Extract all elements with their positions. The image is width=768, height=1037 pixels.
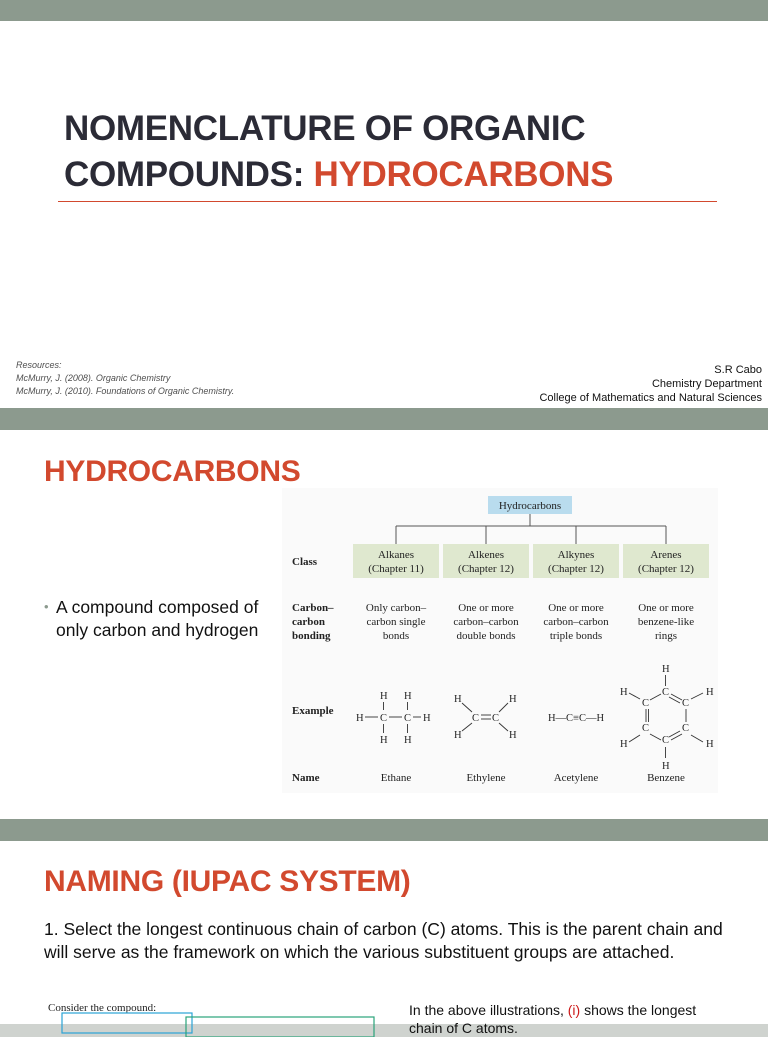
svg-text:C: C xyxy=(642,723,650,734)
svg-text:H: H xyxy=(620,739,628,750)
compound-name: Acetylene xyxy=(553,772,599,784)
bullet-dot-icon: • xyxy=(44,599,49,614)
title-prefix: COMPOUNDS: xyxy=(64,155,314,194)
compound-name: Benzene xyxy=(647,772,685,784)
svg-text:H: H xyxy=(706,687,714,698)
row-label-example: Example xyxy=(292,705,334,717)
slide-top-bar xyxy=(0,408,768,430)
title-rule xyxy=(58,201,717,202)
resource-ref: McMurry, J. (2010). Foundations of Organic Chemistry. xyxy=(16,386,235,396)
svg-text:C: C xyxy=(662,687,670,698)
svg-text:H: H xyxy=(454,730,462,741)
class-name: Alkenes xyxy=(467,549,505,561)
row-label-name: Name xyxy=(292,772,320,784)
slide-top-bar xyxy=(0,819,768,841)
ethylene-structure xyxy=(454,694,517,741)
class-name: Arenes xyxy=(650,549,682,561)
class-chapter: (Chapter 11) xyxy=(368,563,424,575)
class-chapter: (Chapter 12) xyxy=(458,563,514,575)
resources-block xyxy=(16,359,234,398)
ethane-structure xyxy=(356,691,431,746)
resources-label: Resources: xyxy=(16,360,62,370)
illustration-note xyxy=(409,1001,729,1037)
bonding-text: carbon–carbon xyxy=(453,616,519,628)
row-label-bonding: bonding xyxy=(292,630,331,642)
author-name: S.R Cabo xyxy=(714,364,762,376)
bonding-text: benzene-like xyxy=(637,616,695,628)
svg-text:C: C xyxy=(404,713,412,724)
svg-text:H: H xyxy=(380,735,388,746)
svg-text:H: H xyxy=(404,691,412,702)
chain-highlight-boxes xyxy=(60,1012,380,1026)
root-label: Hydrocarbons xyxy=(498,500,562,512)
bonding-text: bonds xyxy=(382,630,410,642)
svg-text:H: H xyxy=(423,713,431,724)
svg-text:C: C xyxy=(472,713,480,724)
svg-text:H: H xyxy=(509,730,517,741)
class-chapter: (Chapter 12) xyxy=(548,563,604,575)
slide-top-bar xyxy=(0,0,768,21)
bonding-descriptions xyxy=(366,602,694,642)
title-accent: HYDROCARBONS xyxy=(313,155,614,194)
svg-text:C: C xyxy=(380,713,388,724)
svg-text:C: C xyxy=(662,735,670,746)
classification-diagram xyxy=(282,488,718,793)
slide-heading: NAMING (IUPAC SYSTEM) xyxy=(44,865,411,898)
bonding-text: One or more xyxy=(548,602,604,614)
title-line-2 xyxy=(64,152,724,198)
bullet-text: A compound composed of only carbon and hydrogen xyxy=(56,597,259,640)
benzene-structure xyxy=(620,664,714,772)
step-text: 1. Select the longest continuous chain of carbon (C) atoms. This is the parent chain and will serve as the framework on which the various substituent groups are attached. xyxy=(44,919,723,962)
chain-box-green xyxy=(186,1017,374,1037)
note-suffix: shows the longest chain of C atoms. xyxy=(409,1002,697,1036)
compound-name: Ethane xyxy=(380,772,412,784)
bonding-text: carbon–carbon xyxy=(543,616,609,628)
chain-box-blue xyxy=(62,1013,192,1033)
title-slide xyxy=(0,0,768,408)
bonding-text: triple bonds xyxy=(549,630,603,642)
class-name: Alkanes xyxy=(377,549,415,561)
svg-text:H: H xyxy=(662,761,670,772)
bonding-text: Only carbon– xyxy=(365,602,427,614)
svg-text:H: H xyxy=(662,664,670,675)
tree-connectors xyxy=(396,514,666,544)
bonding-text: double bonds xyxy=(456,630,516,642)
row-label-bonding: Carbon– xyxy=(292,602,334,614)
svg-text:H: H xyxy=(620,687,628,698)
svg-text:H: H xyxy=(454,694,462,705)
svg-text:C: C xyxy=(492,713,500,724)
svg-text:H: H xyxy=(356,713,364,724)
bullet-item xyxy=(44,596,264,642)
hydrocarbons-slide xyxy=(0,408,768,819)
hydrocarbon-classification-figure xyxy=(282,488,718,793)
title-line-1: NOMENCLATURE OF ORGANIC xyxy=(64,109,586,148)
svg-text:H: H xyxy=(380,691,388,702)
naming-slide xyxy=(0,819,768,1036)
slide-title xyxy=(64,106,724,198)
slide-heading: HYDROCARBONS xyxy=(44,455,301,488)
svg-text:H: H xyxy=(509,694,517,705)
acetylene-formula: H—C≡C—H xyxy=(547,713,605,724)
row-label-class: Class xyxy=(292,556,318,568)
compound-name: Ethylene xyxy=(466,772,506,784)
bonding-text: carbon single xyxy=(366,616,426,628)
note-prefix: In the above illustrations, xyxy=(409,1002,568,1018)
svg-text:C: C xyxy=(682,723,690,734)
class-chapter: (Chapter 12) xyxy=(638,563,694,575)
author-college: College of Mathematics and Natural Sciences xyxy=(539,392,762,404)
svg-text:H: H xyxy=(706,739,714,750)
author-department: Chemistry Department xyxy=(651,378,762,390)
bonding-text: One or more xyxy=(458,602,514,614)
bonding-text: rings xyxy=(655,630,677,642)
note-marker: (i) xyxy=(567,1002,581,1018)
consider-label: Consider the compound: xyxy=(48,1002,157,1014)
bonding-text: One or more xyxy=(638,602,694,614)
author-block xyxy=(539,363,762,405)
svg-text:C: C xyxy=(682,698,690,709)
row-label-bonding: carbon xyxy=(292,616,325,628)
resource-ref: McMurry, J. (2008). Organic Chemistry xyxy=(16,373,171,383)
class-name: Alkynes xyxy=(557,549,595,561)
svg-text:C: C xyxy=(642,698,650,709)
svg-text:H: H xyxy=(404,735,412,746)
